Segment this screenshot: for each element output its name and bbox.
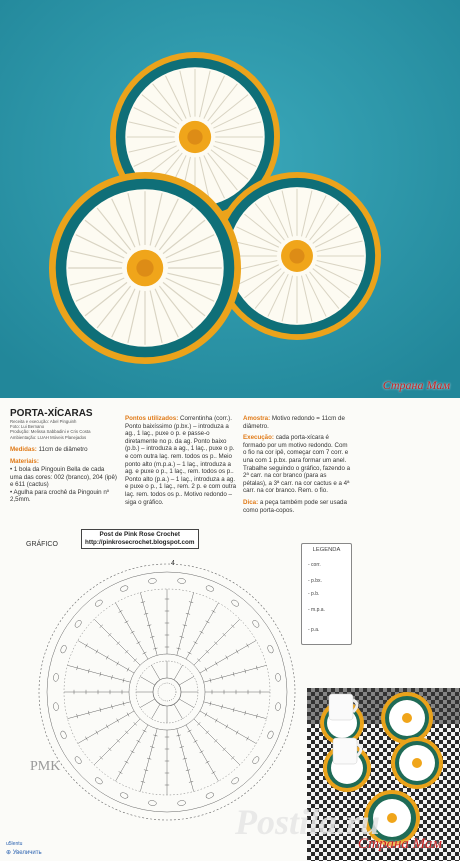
legend-title: LEGENDA [312, 547, 341, 553]
dica-label: Dica: [243, 498, 259, 506]
blog-banner [81, 529, 199, 549]
column-middle [125, 415, 237, 506]
materiais-item: • 1 bola da Pingouin Bella de cada uma das cores: 002 (branco), 204 (ipê) e 611 (cactus) [10, 466, 117, 489]
amostra-label: Amostra: [243, 415, 271, 422]
zoom-link-label: Увеличить [12, 850, 42, 856]
coaster-left [49, 172, 241, 364]
medidas-value: 11cm de diâmetro [38, 445, 88, 453]
legend-box [301, 543, 352, 645]
legend-item: - p.b. [308, 591, 320, 597]
credit-line: Produção: Melissa Sabbadini e Cris Costa [10, 429, 91, 435]
column-right [243, 415, 351, 514]
watermark-strana-mam-bottom: Страна Мам [357, 836, 442, 852]
materiais-label: Materiais: [10, 458, 39, 466]
pontos-text: Correntinha (corr.). Ponto baixíssimo (p.bx.) – introduza a ag., 1 laç., puxe o p. e passe-o diretamente no p. da ag. Ponto baixo (p.b.) – introduza a ag., 1 laç., puxe o p. e com outra laç. rem. todos os p.. Meio ponto alto (m.p.a.) – 1 laç., introduza a ag. e puxe o p., 1 laç., rem. todos os p.. Ponto alto (p.a.) – 1 laç., introduza a ag. e puxe o p., 1 laç., rem. 2 p. e com outra laç. rem. todos os p.. Motivo redondo – siga o gráfico. [125, 415, 237, 506]
medidas-label: Medidas: [10, 445, 37, 453]
watermark-strana-mam-top: Страна Мам [382, 378, 450, 392]
credit-line: Ambientação: LUAH Móveis Planejados [10, 434, 87, 440]
credit-line: Receita e execução: Abel Pinguinh [10, 419, 77, 424]
amostra-value: Motivo redondo = 11cm de diâmetro. [243, 415, 345, 430]
pontos-label: Pontos utilizados: [125, 415, 179, 422]
grafico-label: GRÁFICO [26, 541, 58, 548]
pattern-title: PORTA-XÍCARAS [10, 408, 93, 419]
dica-text: a peça também pode ser usada como porta-copos. [243, 498, 347, 514]
svg-text:4: 4 [171, 560, 175, 567]
execucao-text: cada porta-xícara é formado por um motivo redondo. Com o fio na cor ipê, começar com 7 corr. e una com 1 p.bx. para formar um anel. Trabalhe seguindo o gráfico, fazendo a 2ª carr. na cor branco (para as pétalas), a 3ª carr. na cor cactus e a 4ª carr. na cor branco. Rem. o fio. [243, 434, 351, 495]
zoom-link[interactable] [6, 849, 42, 856]
pmk-logo-text: PMK [30, 759, 61, 774]
legend-item: - corr. [308, 562, 321, 568]
execucao-label: Execução: [243, 434, 274, 442]
column-left [10, 408, 118, 504]
credit-line: Foto: Lui Bernano [10, 424, 45, 430]
footer-small-text: u5lentu [6, 841, 23, 847]
coasters-illustration [0, 0, 460, 398]
zoom-icon: ⊕ [6, 850, 12, 856]
watermark-postila: Postila.ru [235, 802, 381, 842]
legend-item: - m.p.a. [308, 607, 325, 613]
legend-item: - p.a. [308, 627, 320, 633]
coasters-photo [0, 0, 460, 398]
crochet-chart-diagram [33, 556, 301, 826]
banner-title: Post de Pink Rose Crochet [99, 531, 180, 538]
legend-item: - p.bx. [308, 578, 322, 584]
banner-url: http://pinkrosecrochet.blogspot.com [85, 539, 195, 546]
materiais-item: • Agulha para crochê da Pingouin nº 2,5mm. [10, 488, 110, 504]
